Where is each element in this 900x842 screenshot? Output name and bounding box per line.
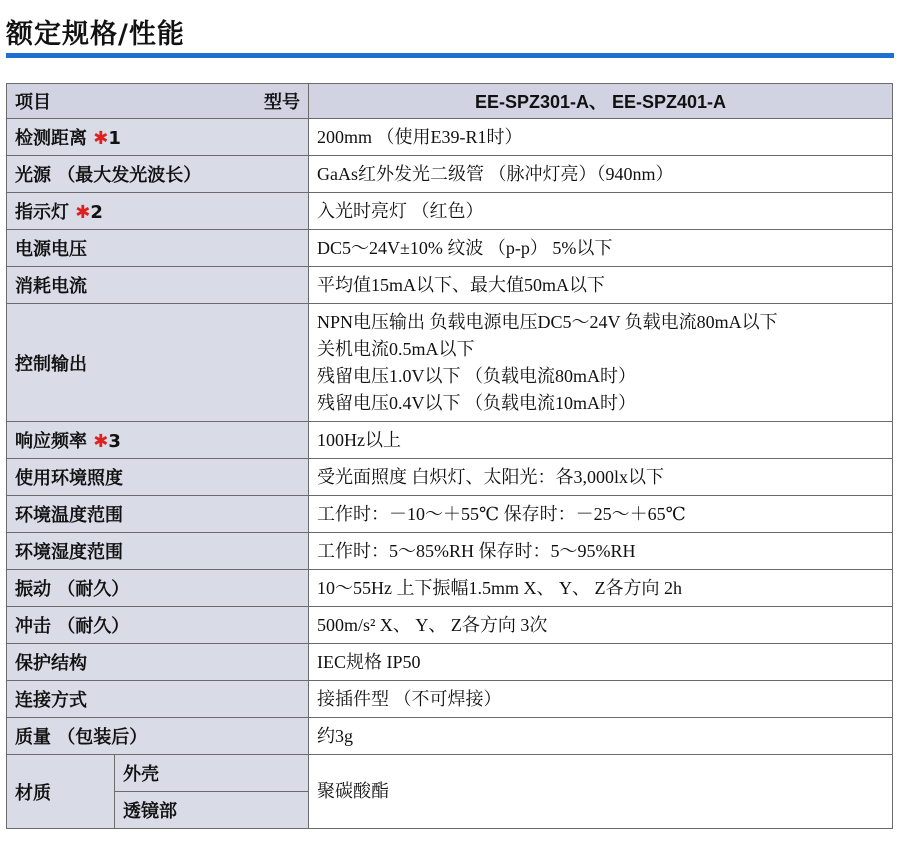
row-label-cell — [7, 422, 309, 459]
row-value-line: 残留电压0.4V以下 （负载电流10mA时） — [317, 392, 636, 413]
table-row — [7, 267, 893, 304]
footnote-asterisk-icon: ✱ — [93, 431, 109, 452]
row-value-cell — [309, 267, 893, 304]
table-row — [7, 304, 893, 422]
row-label: 消耗电流 — [15, 276, 87, 297]
row-value-line: 接插件型 （不可焊接） — [317, 688, 502, 709]
page-title: 额定规格/性能 — [6, 19, 185, 50]
row-value-line: GaAs红外发光二级管 （脉冲灯亮）（940nm） — [317, 163, 674, 184]
row-label: 冲击 （耐久） — [15, 616, 130, 637]
footnote-asterisk-icon: ✱ — [75, 202, 91, 223]
row-footnote-mark: ✱2 — [75, 202, 103, 223]
row-value-line: 200mm （使用E39-R1时） — [317, 126, 523, 147]
row-label: 振动 （耐久） — [15, 579, 130, 600]
row-value-line: 入光时亮灯 （红色） — [317, 200, 484, 221]
table-row — [7, 570, 893, 607]
table-row — [7, 533, 893, 570]
row-label-cell — [7, 496, 309, 533]
row-label: 质量 （包装后） — [15, 727, 148, 748]
row-label: 环境温度范围 — [15, 505, 123, 526]
material-sub-housing: 外壳 — [115, 755, 309, 792]
row-value-line: 10～55Hz 上下振幅1.5mm X、 Y、 Z各方向 2h — [317, 577, 682, 598]
table-row — [7, 119, 893, 156]
row-value-cell — [309, 644, 893, 681]
row-label: 响应频率 — [15, 431, 87, 452]
table-row — [7, 607, 893, 644]
row-value-line: 约3g — [317, 725, 353, 746]
table-header-row — [7, 84, 893, 119]
row-label-cell — [7, 156, 309, 193]
row-label-cell — [7, 304, 309, 422]
footnote-asterisk-icon: ✱ — [93, 128, 109, 149]
row-label-cell — [7, 718, 309, 755]
row-label-cell — [7, 644, 309, 681]
row-value-line: 工作时：－10～＋55℃ 保存时：－25～＋65℃ — [317, 503, 686, 524]
table-row — [7, 644, 893, 681]
header-item-cell — [7, 84, 309, 119]
row-label-cell — [7, 533, 309, 570]
table-row — [7, 681, 893, 718]
material-label: 材质 — [7, 755, 115, 829]
row-value-cell — [309, 718, 893, 755]
row-value-cell — [309, 304, 893, 422]
row-value-cell — [309, 681, 893, 718]
row-value-line: IEC规格 IP50 — [317, 651, 421, 672]
row-label: 光源 （最大发光波长） — [15, 165, 202, 186]
row-value-line: 工作时：5～85%RH 保存时：5～95%RH — [317, 540, 636, 561]
row-value-cell — [309, 607, 893, 644]
row-label: 控制输出 — [15, 353, 87, 375]
row-label: 保护结构 — [15, 653, 87, 674]
row-value-line: NPN电压输出 负载电源电压DC5～24V 负载电流80mA以下 — [317, 311, 778, 332]
row-value-cell — [309, 156, 893, 193]
title-underline — [6, 53, 894, 58]
row-value-cell — [309, 496, 893, 533]
row-value-cell — [309, 570, 893, 607]
row-label: 连接方式 — [15, 690, 87, 711]
row-value-line: 残留电压1.0V以下 （负载电流80mA时） — [317, 365, 636, 386]
table-row — [7, 755, 893, 792]
header-item-label: 项目 — [15, 92, 51, 113]
row-label-cell — [7, 570, 309, 607]
row-value-cell — [309, 193, 893, 230]
table-row — [7, 422, 893, 459]
row-footnote-mark: ✱3 — [93, 431, 121, 452]
row-value-line: 100Hz以上 — [317, 429, 401, 450]
row-value-line: DC5～24V±10% 纹波 （p-p） 5%以下 — [317, 237, 613, 258]
row-label-cell — [7, 459, 309, 496]
table-row — [7, 230, 893, 267]
row-label: 环境湿度范围 — [15, 542, 123, 563]
row-value-cell — [309, 533, 893, 570]
row-label: 指示灯 — [15, 202, 69, 223]
material-value: 聚碳酸酯 — [309, 755, 893, 829]
row-value-cell — [309, 230, 893, 267]
spec-table — [6, 83, 893, 829]
row-label: 检测距离 — [15, 128, 87, 149]
row-label-cell — [7, 119, 309, 156]
row-value-line: 平均值15mA以下、最大值50mA以下 — [317, 274, 605, 295]
row-label-cell — [7, 193, 309, 230]
row-label-cell — [7, 267, 309, 304]
row-label-cell — [7, 681, 309, 718]
row-value-cell — [309, 459, 893, 496]
table-row — [7, 193, 893, 230]
row-value-cell — [309, 119, 893, 156]
table-row — [7, 496, 893, 533]
row-label-cell — [7, 230, 309, 267]
header-models: EE-SPZ301-A、 EE-SPZ401-A — [309, 84, 893, 119]
row-value-line: 关机电流0.5mA以下 — [317, 338, 475, 359]
table-row — [7, 718, 893, 755]
material-sub-lens: 透镜部 — [115, 792, 309, 829]
row-value-line: 500m/s² X、 Y、 Z各方向 3次 — [317, 614, 548, 635]
row-value-cell — [309, 422, 893, 459]
row-value-line: 受光面照度 白炽灯、太阳光：各3,000lx以下 — [317, 466, 664, 487]
row-label-cell — [7, 607, 309, 644]
row-label: 电源电压 — [15, 239, 87, 260]
row-footnote-mark: ✱1 — [93, 128, 121, 149]
table-row — [7, 459, 893, 496]
table-row — [7, 156, 893, 193]
header-model-label: 型号 — [264, 92, 300, 113]
row-label: 使用环境照度 — [15, 468, 123, 489]
